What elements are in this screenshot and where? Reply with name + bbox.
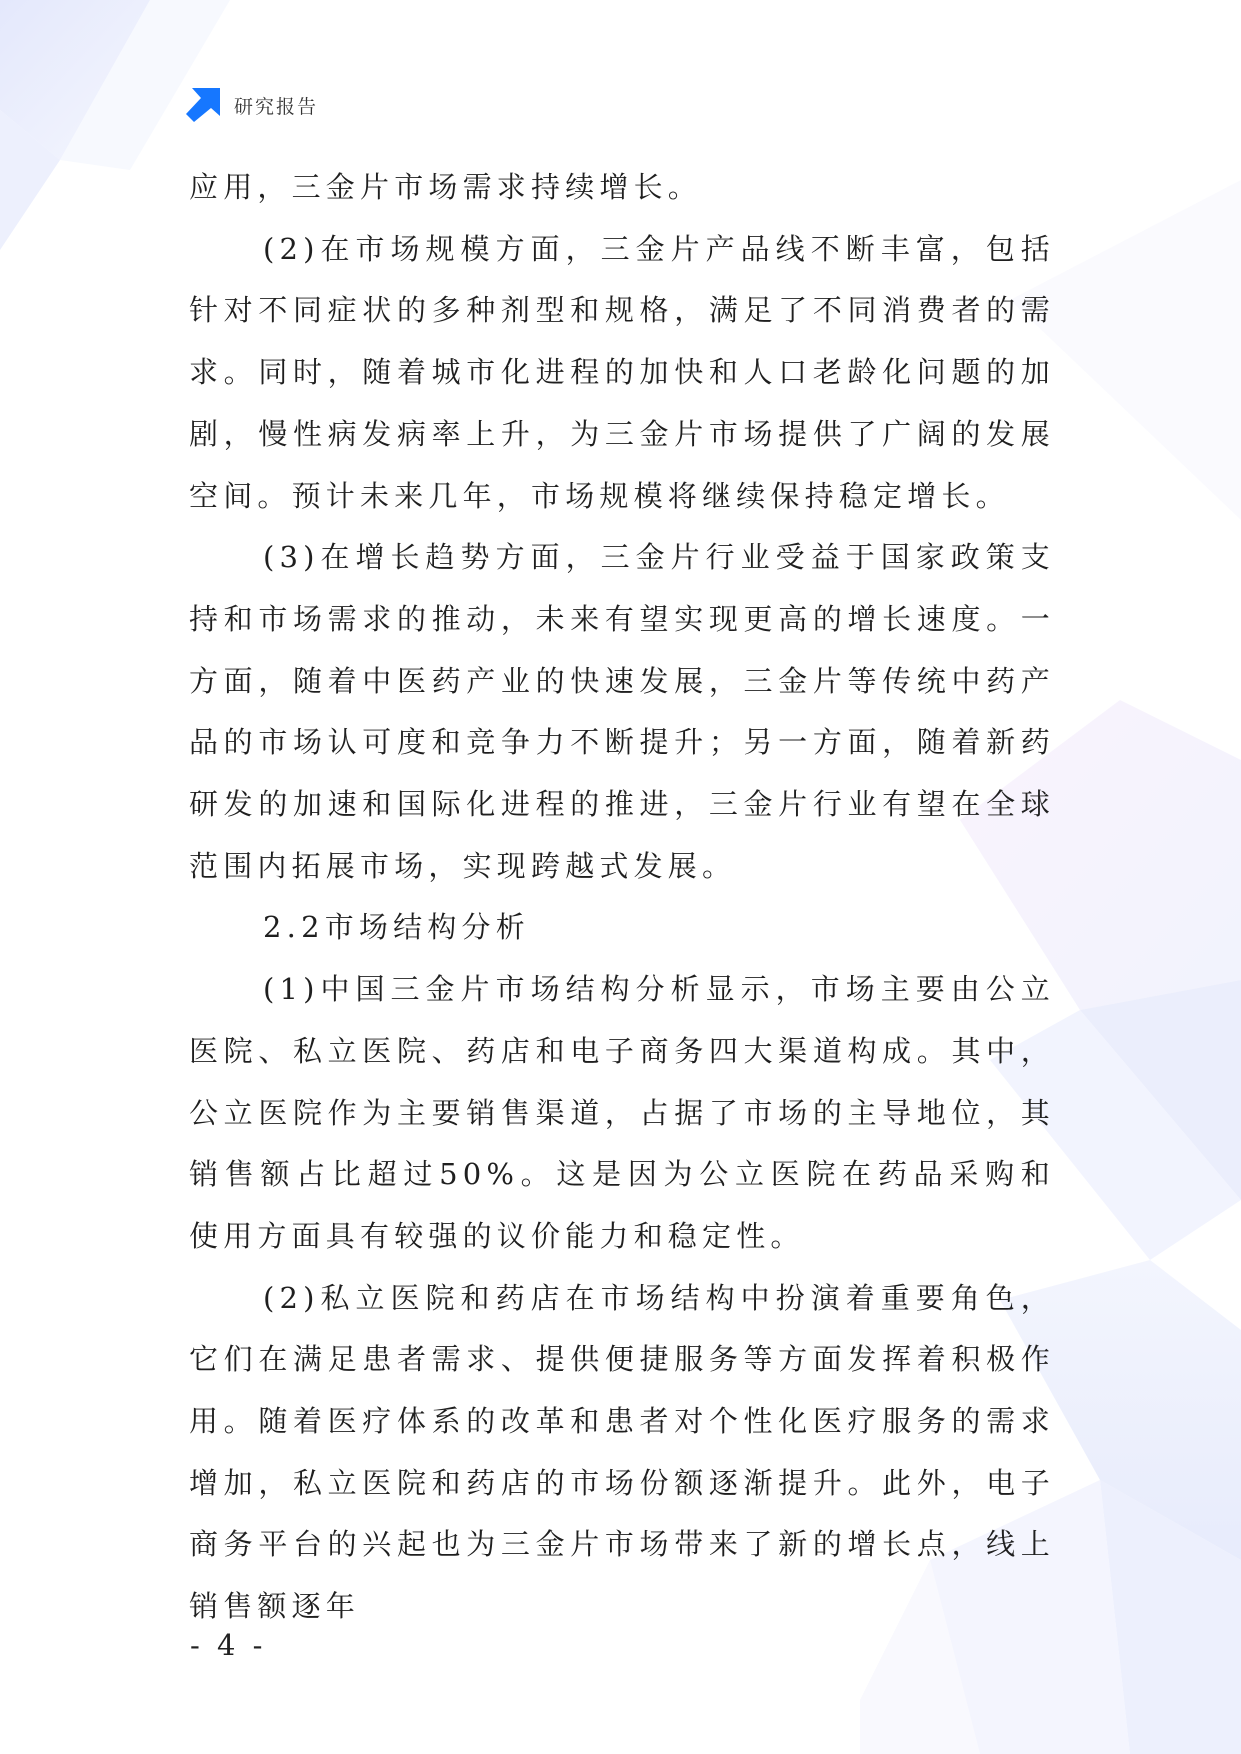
paragraph-continuation: 应用，三金片市场需求持续增长。 [189, 170, 703, 204]
paragraph-growth-trend: (3)在增长趋势方面，三金片行业受益于国家政策支持和市场需求的推动，未来有望实现更高的增长速度。一方面，随着中医药产业的快速发展，三金片等传统中药产品的市场认可度和竞争力不断提升；另一方面，随着新药研发的加速和国际化进程的推进，三金片行业有望在全球范围内拓展市场，实现跨越式发展。 [189, 540, 1055, 883]
paragraph-market-structure: (1)中国三金片市场结构分析显示，市场主要由公立医院、私立医院、药店和电子商务四大渠道构成。其中，公立医院作为主要销售渠道，占据了市场的主导地位，其销售额占比超过50%。这是因为公立医院在药品采购和使用方面具有较强的议价能力和稳定性。 [189, 972, 1055, 1253]
header-title: 研究报告 [234, 95, 319, 118]
page-number: - 4 - [190, 1628, 267, 1662]
report-header [186, 88, 318, 122]
arrow-up-right-icon [186, 88, 220, 122]
paragraph-private-channels: (2)私立医院和药店在市场结构中扮演着重要角色，它们在满足患者需求、提供便捷服务等方面发挥着积极作用。随着医疗体系的改革和患者对个性化医疗服务的需求增加，私立医院和药店的市场份额逐渐提升。此外，电子商务平台的兴起也为三金片市场带来了新的增长点，线上销售额逐年 [189, 1280, 1055, 1624]
document-body [189, 157, 1055, 1638]
section-heading: 2.2市场结构分析 [263, 910, 530, 945]
paragraph-market-size: (2)在市场规模方面，三金片产品线不断丰富，包括针对不同症状的多种剂型和规格，满足了不同消费者的需求。同时，随着城市化进程的加快和人口老龄化问题的加剧，慢性病发病率上升，为三金片市场提供了广阔的发展空间。预计未来几年，市场规模将继续保持稳定增长。 [189, 231, 1055, 513]
